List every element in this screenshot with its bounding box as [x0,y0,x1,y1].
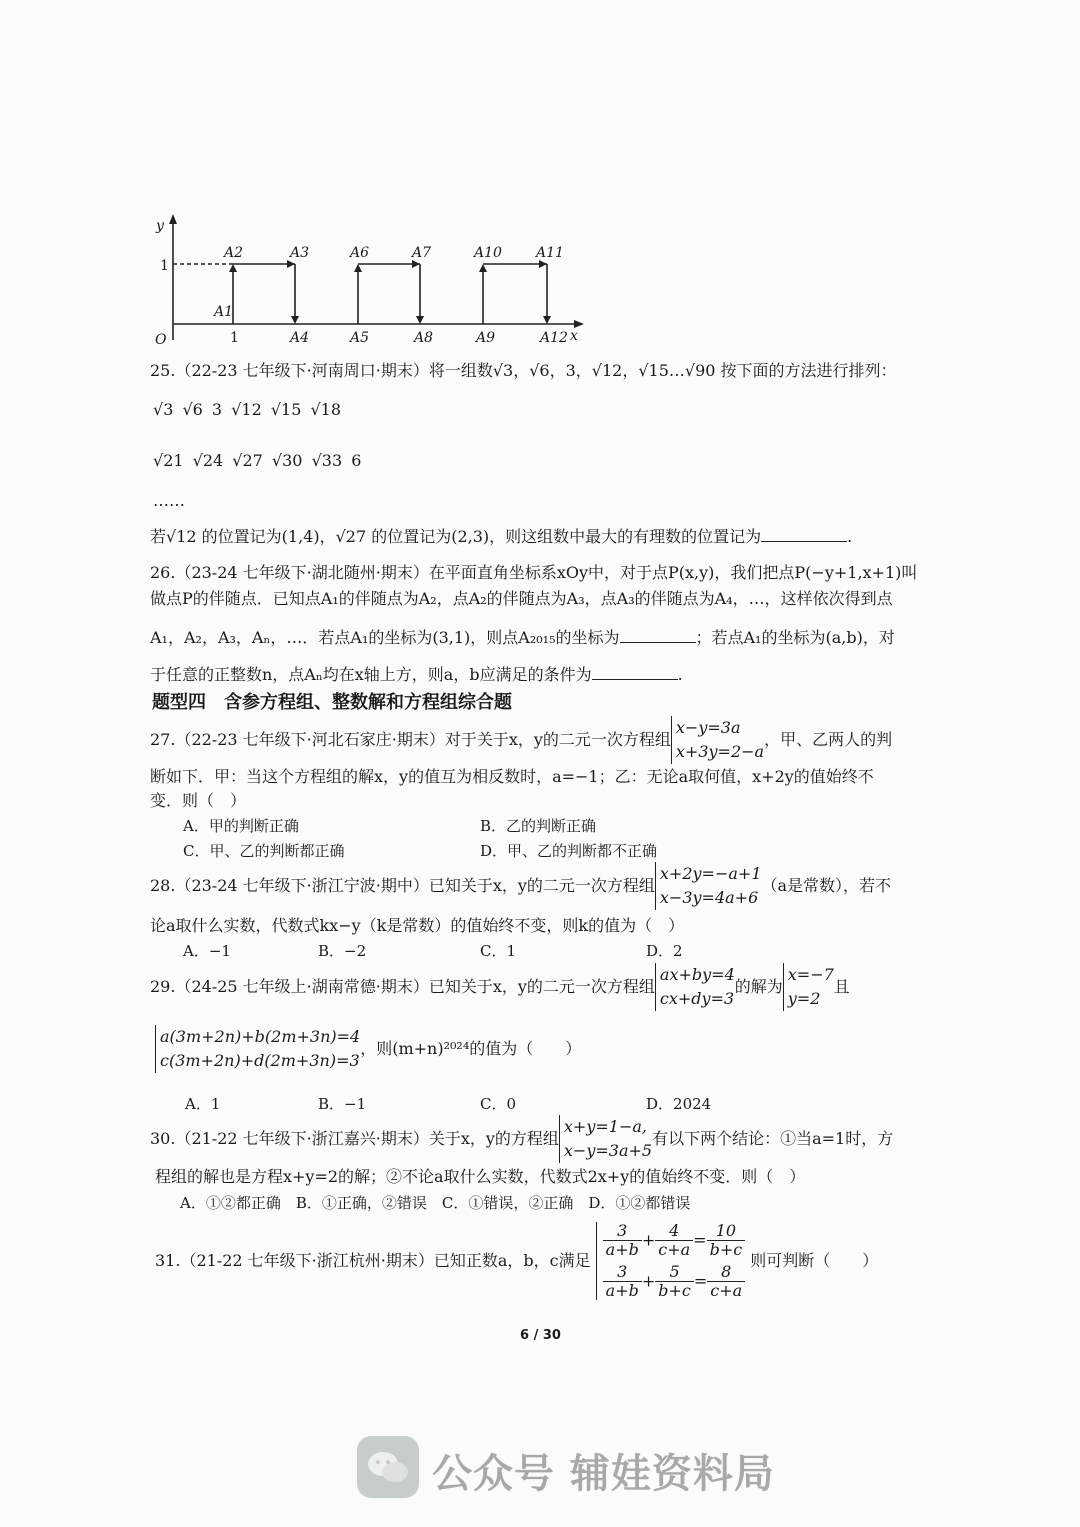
q25-line2 [150,525,852,548]
x-arrow-icon [574,320,584,328]
point-label: A9 [476,330,496,346]
plus-sign: + [641,1271,656,1291]
equation: x−y=3a [675,718,741,737]
equation: x+y=1−a, [563,1117,647,1136]
denominator: c+a [658,1240,691,1259]
numerator: 10 [707,1222,746,1241]
point-label: A3 [290,245,310,261]
fraction-equation-2 [603,1263,746,1300]
equation: x−3y=4a+6 [659,888,759,907]
numerator: 4 [655,1222,693,1241]
equation-system [655,862,762,910]
q26-line3 [150,626,895,649]
point-label: A7 [412,245,432,261]
q31-text: 则可判断（ ） [750,1251,879,1270]
solution-system [783,963,834,1011]
q25-row2: √21 √24 √27 √30 √33 6 [153,451,362,470]
arrow-icon [412,260,420,268]
q28-option-d[interactable]: D．2 [646,942,683,960]
q28-line2: 论a取什么实数，代数式kx−y（k是常数）的值始终不变，则k的值为（ ） [150,916,685,935]
q29-option-c[interactable]: C．0 [480,1095,517,1113]
point-label: A8 [414,330,434,346]
q31-line1 [155,1222,878,1300]
arrow-icon [539,260,547,268]
x-tick-label: 1 [230,330,239,346]
y-tick-label: 1 [160,258,169,274]
numerator: 3 [603,1263,642,1282]
point-label: A4 [290,330,310,346]
q28-text: （a是常数），若不 [761,876,892,895]
numerator: 5 [655,1263,694,1282]
q30-line1 [150,1115,893,1163]
denominator: a+b [605,1240,639,1259]
q28-option-b[interactable]: B．−2 [318,942,367,960]
denominator: c+a [710,1281,743,1300]
fraction-equation-1 [603,1222,746,1259]
wechat-icon [357,1436,419,1498]
denominator: b+c [658,1281,691,1300]
equation-system [559,1115,652,1163]
arrow-icon [416,316,424,324]
arrow-icon [479,264,487,272]
q30-options[interactable]: A．①②都正确 B．①正确，②错误 C．①错误，②正确 D．①②都错误 [180,1194,691,1212]
q26-text: ；若点A₁的坐标为(a,b)，对 [695,628,895,647]
equation: x+3y=2−a [675,742,765,761]
equation: x=−7 [787,965,834,984]
q25-text: 若√12 的位置记为(1,4)，√27 的位置记为(2,3)，则这组数中最大的有理数的位置记为 [150,527,762,546]
q27-option-d[interactable]: D．甲、乙的判断都不正确 [480,842,658,860]
q29-text: ，则(m+n)²⁰²⁴的值为（ ） [360,1039,582,1058]
q27-option-c[interactable]: C．甲、乙的判断都正确 [183,842,345,860]
plus-sign: + [641,1230,656,1250]
q28-line1 [150,862,891,910]
numerator: 8 [707,1263,745,1282]
equation: x+2y=−a+1 [659,864,762,883]
equals-sign: = [693,1271,708,1291]
numerator: 3 [603,1222,642,1241]
equation: c(3m+2n)+d(2m+3n)=3 [160,1051,360,1070]
q26-line2: 做点P的伴随点．已知点A₁的伴随点为A₂，点A₂的伴随点为A₃，点A₃的伴随点为A₄，…，这样依次得到点 [150,589,893,608]
point-label: A12 [540,330,568,346]
q27-option-b[interactable]: B．乙的判断正确 [480,817,597,835]
equals-sign: = [693,1230,707,1250]
arrow-icon [229,264,237,272]
equation: a(3m+2n)+b(2m+3n)=4 [160,1027,361,1046]
y-axis-label: y [156,218,164,234]
q25-end: . [847,527,853,546]
q27-text: 27.（22-23 七年级下·河北石家庄·期末）对于关于x，y的二元一次方程组 [150,730,671,749]
equation-system [671,716,764,764]
q30-text: 有以下两个结论：①当a=1时，方 [652,1129,894,1148]
point-label: A10 [474,245,502,261]
equation: x−y=3a+5 [563,1141,653,1160]
arrow-icon [543,316,551,324]
q29-line1 [150,963,850,1011]
page-number: 6 / 30 [520,1328,561,1343]
q28-text: 28.（23-24 七年级下·浙江宁波·期中）已知关于x，y的二元一次方程组 [150,876,655,895]
equation: ax+by=4 [659,965,735,984]
point-label: A11 [536,245,564,261]
q26-text: A₁，A₂，A₃，Aₙ，…．若点A₁的坐标为(3,1)，则点A₂₀₁₅的坐标为 [150,628,620,647]
point-label: A2 [224,245,244,261]
q26-line4 [150,663,683,686]
fraction [655,1222,693,1259]
fraction-system [596,1222,746,1300]
q27-option-a[interactable]: A．甲的判断正确 [183,817,299,835]
q29-text: 且 [833,977,850,996]
q28-option-c[interactable]: C．1 [480,942,517,960]
q28-option-a[interactable]: A．−1 [183,942,231,960]
equation: y=2 [787,989,821,1008]
q26-end: . [677,665,683,684]
q29-option-b[interactable]: B．−1 [318,1095,367,1113]
answer-blank [592,663,678,680]
x-axis-label: x [570,328,578,344]
point-label: A5 [350,330,370,346]
q25-line1: 25.（22-23 七年级下·河南周口·期末）将一组数√3，√6，3，√12，√15…√90 按下面的方法进行排列： [150,361,897,380]
fraction [707,1222,746,1259]
q30-text: 30.（21-22 七年级下·浙江嘉兴·期末）关于x，y的方程组 [150,1129,559,1148]
fraction [603,1263,642,1300]
fraction [707,1263,745,1300]
point-label: A1 [214,304,234,320]
equation: cx+dy=3 [659,989,735,1008]
section-heading: 题型四 含参方程组、整数解和方程组综合题 [152,692,512,713]
q30-line2: 程组的解也是方程x+y=2的解；②不论a取什么实数，代数式2x+y的值始终不变．则（ ） [155,1167,806,1186]
point-label: A6 [350,245,370,261]
q25-row1: √3 √6 3 √12 √15 √18 [153,400,342,419]
q27-line1 [150,716,892,764]
fraction [655,1263,694,1300]
q29-line2 [155,1025,581,1073]
arrow-icon [291,316,299,324]
q26-line1: 26.（23-24 七年级下·湖北随州·期末）在平面直角坐标系xOy中，对于点P(x,y)，我们把点P(−y+1,x+1)叫 [150,563,918,582]
y-arrow-icon [169,214,177,224]
q29-text: 的解为 [734,977,783,996]
arrow-icon [287,260,295,268]
q29-text: 29.（24-25 七年级上·湖南常德·期末）已知关于x，y的二元一次方程组 [150,977,655,996]
q25-dots: …… [153,491,185,510]
denominator: b+c [709,1240,743,1259]
answer-blank [620,626,696,643]
fraction [603,1222,642,1259]
watermark-text: 公众号 辅娃资料局 [432,1451,775,1497]
q29-option-d[interactable]: D．2024 [646,1095,712,1113]
q27-text: ，甲、乙两人的判 [764,730,893,749]
equation-system [155,1025,360,1073]
staircase-graph [140,212,600,352]
answer-blank [761,525,847,542]
q29-option-a[interactable]: A．1 [185,1095,221,1113]
q26-text: 于任意的正整数n，点Aₙ均在x轴上方，则a，b应满足的条件为 [150,665,592,684]
q27-line2: 断如下．甲：当这个方程组的解x，y的值互为相反数时，a=−1；乙：无论a取何值，x+2y的值始终不 [150,767,874,786]
q27-line3: 变．则（ ） [150,791,247,810]
origin-label: O [155,332,167,348]
arrow-icon [354,264,362,272]
q31-text: 31.（21-22 七年级下·浙江杭州·期末）已知正数a，b，c满足 [155,1251,591,1270]
equation-system [655,963,735,1011]
denominator: a+b [605,1281,639,1300]
